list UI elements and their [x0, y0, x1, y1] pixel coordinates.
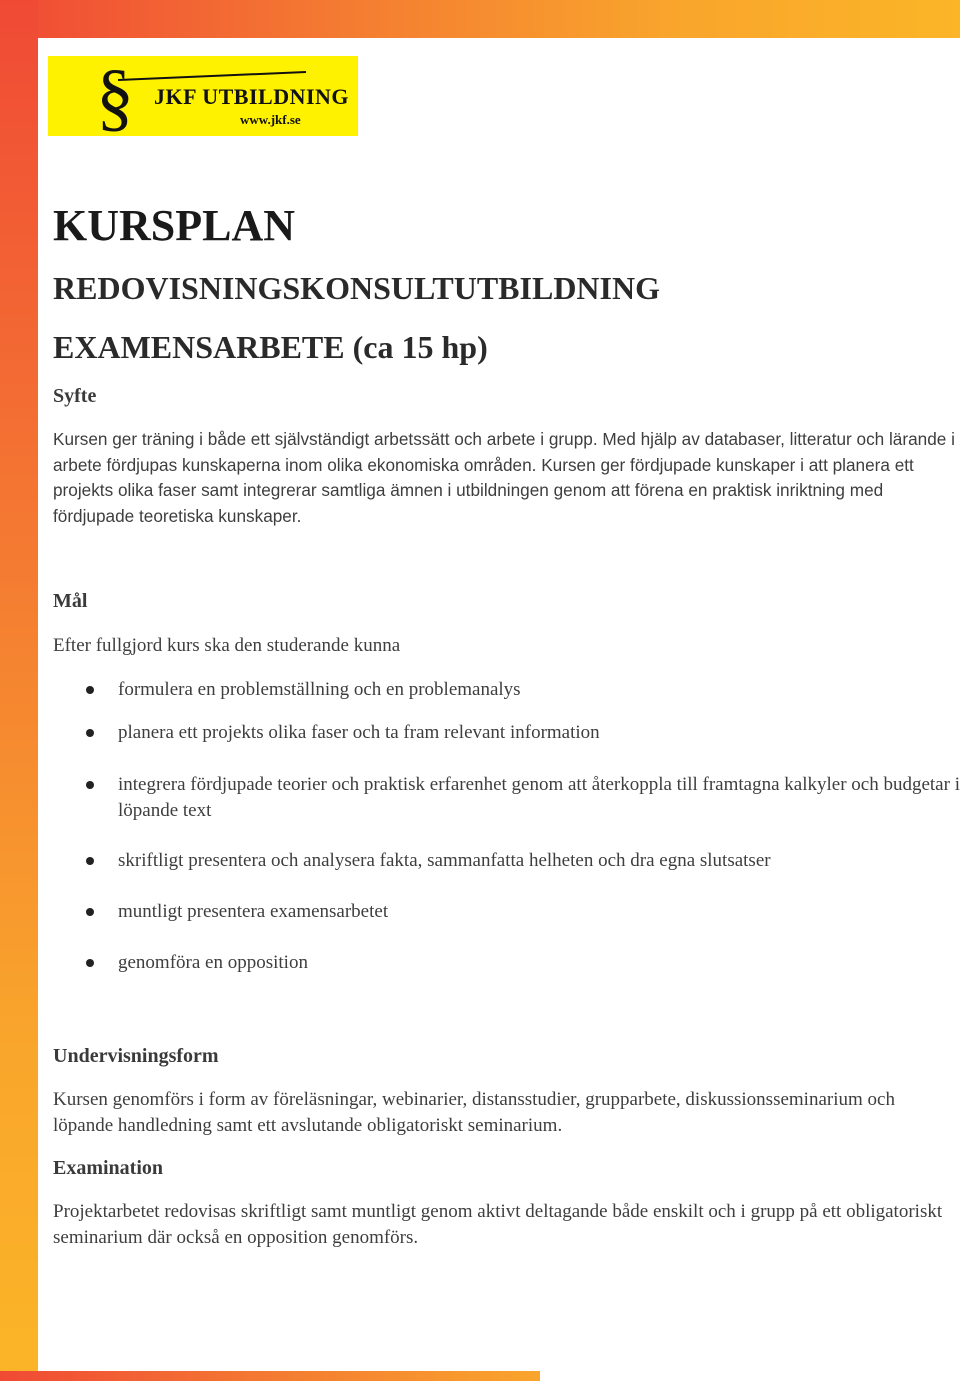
page-title: KURSPLAN [53, 201, 296, 250]
undervisningsform-text: Kursen genomförs i form av föreläsningar, webinarier, distansstudier, grupparbete, diskussionsseminarium och löpande handledning samt ett avslutande obligatoriskt seminarium. [53, 1089, 895, 1136]
jkf-logo [48, 56, 358, 136]
mal-heading: Mål [53, 590, 88, 612]
logo-title: JKF UTBILDNING [154, 84, 350, 109]
course-title: EXAMENSARBETE (ca 15 hp) [53, 329, 488, 365]
bottom-accent-band [0, 1371, 540, 1381]
list-item-text: skriftligt presentera och analysera fakta, sammanfatta helheten och dra egna slutsatser [118, 850, 771, 871]
list-item-text: genomföra en opposition [118, 952, 308, 973]
svg-text:§: § [96, 56, 134, 136]
undervisningsform-heading: Undervisningsform [53, 1045, 219, 1067]
bullet-icon [86, 857, 94, 865]
top-accent-band [0, 0, 960, 38]
logo-url: www.jkf.se [240, 112, 301, 127]
left-accent-band [0, 0, 38, 1381]
bullet-icon [86, 781, 94, 789]
bullet-icon [86, 686, 94, 694]
examination-text: Projektarbetet redovisas skriftligt samt muntligt genom aktivt deltagande både enskilt och i grupp på ett obligatoriskt seminarium där också en opposition genomförs. [53, 1201, 943, 1248]
bullet-icon [86, 959, 94, 967]
mal-intro: Efter fullgjord kurs ska den studerande kunna [53, 635, 401, 656]
list-item-text: planera ett projekts olika faser och ta fram relevant information [118, 722, 600, 743]
examination-heading: Examination [53, 1157, 164, 1179]
syfte-text: Kursen ger träning i både ett självständigt arbetssätt och arbete i grupp. Med hjälp av databaser, litteratur och lärande i arbete fördjupas kunskaperna inom olika ekonomiska områden. Kursen ger fördjupade kunskaper i att planera ett projekts olika faser samt integrerar samtliga ämnen i utbildningen genom att förena en praktisk inriktning med fördjupade teoretiska kunskaper. [53, 429, 955, 526]
list-item-text: muntligt presentera examensarbetet [118, 901, 389, 922]
bullet-icon [86, 729, 94, 737]
bullet-icon [86, 908, 94, 916]
list-item-text: formulera en problemställning och en problemanalys [118, 679, 521, 700]
program-title: REDOVISNINGSKONSULTUTBILDNING [53, 270, 660, 306]
list-item-text: integrera fördjupade teorier och praktisk erfarenhet genom att återkoppla till framtagna kalkyler och budgetar i löpande text [118, 774, 960, 821]
syfte-heading: Syfte [53, 385, 97, 407]
